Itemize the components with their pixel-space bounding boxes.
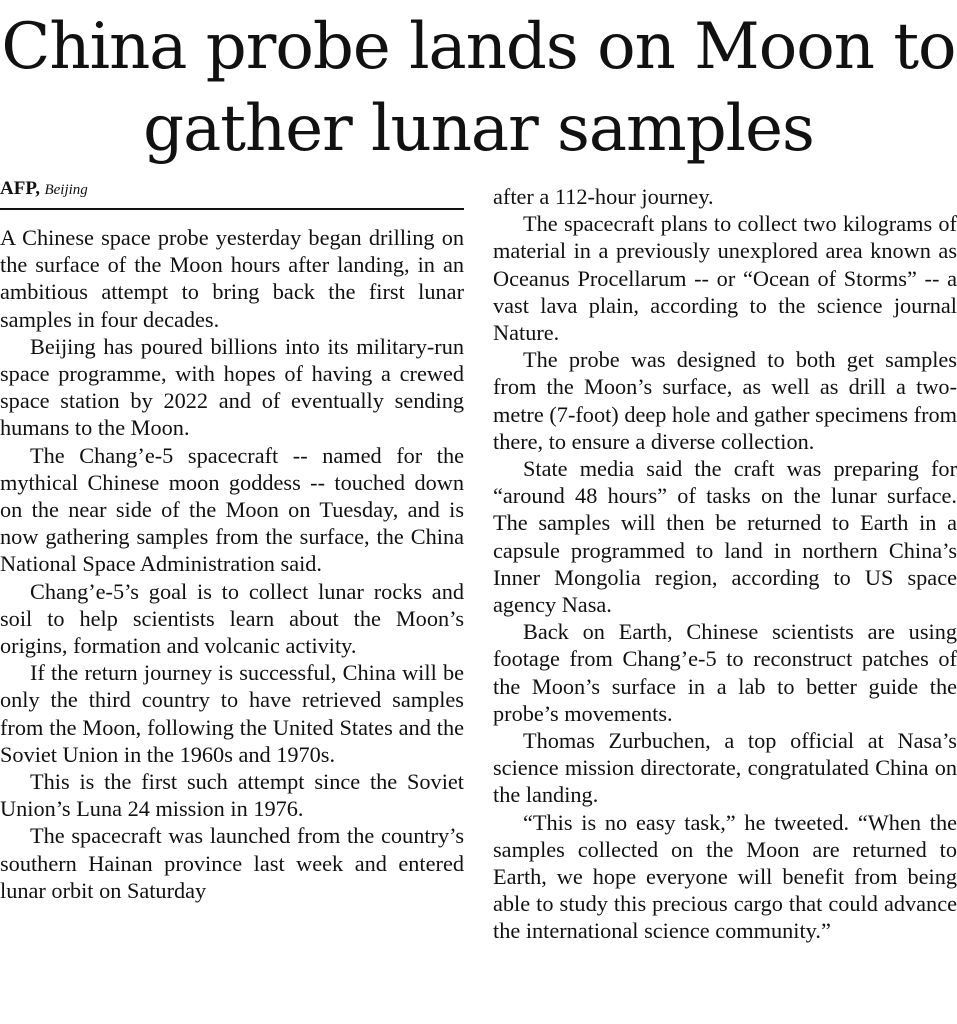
paragraph-continuation: after a 112-hour journey. xyxy=(493,184,714,209)
paragraph: Back on Earth, Chinese scientists are using footage from Chang’e-5 to reconstruct patches of the Moon’s surface in a lab to better guide the probe’s movements. xyxy=(493,619,957,726)
paragraph: State media said the craft was preparing for “around 48 hours” of tasks on the lunar surface. The samples will then be returned to Earth in a capsule programmed to land in northern China’s Inner Mongolia region, according to US space agency Nasa. xyxy=(493,456,957,618)
byline xyxy=(0,176,464,210)
paragraph: Thomas Zurbuchen, a top official at Nasa’s science mission directorate, congratulated China on the landing. xyxy=(493,728,957,808)
paragraph: Chang’e-5’s goal is to collect lunar rocks and soil to help scientists learn about the Moon’s origins, formation and volcanic activity. xyxy=(0,578,464,659)
article-column-left xyxy=(0,176,464,904)
paragraph: Beijing has poured billions into its military-run space programme, with hopes of having a crewed space station by 2022 and of eventually sending humans to the Moon. xyxy=(0,333,464,441)
paragraph: The probe was designed to both get samples from the Moon’s surface, as well as drill a two-metre (7-foot) deep hole and gather specimens from there, to ensure a diverse collection. xyxy=(493,347,957,454)
paragraph: The Chang’e-5 spacecraft -- named for the mythical Chinese moon goddess -- touched down on the near side of the Moon on Tuesday, and is now gathering samples from the surface, the China National Space Administration said. xyxy=(0,442,464,577)
headline: China probe lands on Moon to gather lunar samples xyxy=(1,10,956,166)
paragraph: A Chinese space probe yesterday began drilling on the surface of the Moon hours after landing, in an ambitious attempt to bring back the first lunar samples in four decades. xyxy=(0,225,464,332)
paragraph: The spacecraft plans to collect two kilograms of material in a previously unexplored area known as Oceanus Procellarum -- or “Ocean of Storms” -- a vast lava plain, according to the science journal Nature. xyxy=(493,211,957,346)
article-column-right xyxy=(493,183,957,945)
byline-agency: AFP, xyxy=(0,178,40,199)
paragraph: “This is no easy task,” he tweeted. “When the samples collected on the Moon are returned to Earth, we hope everyone will benefit from being able to study this precious cargo that could advance the international science community.” xyxy=(493,809,957,944)
byline-place: Beijing xyxy=(44,182,88,198)
paragraph: This is the first such attempt since the Soviet Union’s Luna 24 mission in 1976. xyxy=(0,769,464,822)
paragraph: If the return journey is successful, China will be only the third country to have retrieved samples from the Moon, following the United States and the Soviet Union in the 1960s and 1970s. xyxy=(0,660,464,767)
paragraph-continued: The spacecraft was launched from the country’s southern Hainan province last week and entered lunar orbit on Saturday xyxy=(0,823,464,903)
